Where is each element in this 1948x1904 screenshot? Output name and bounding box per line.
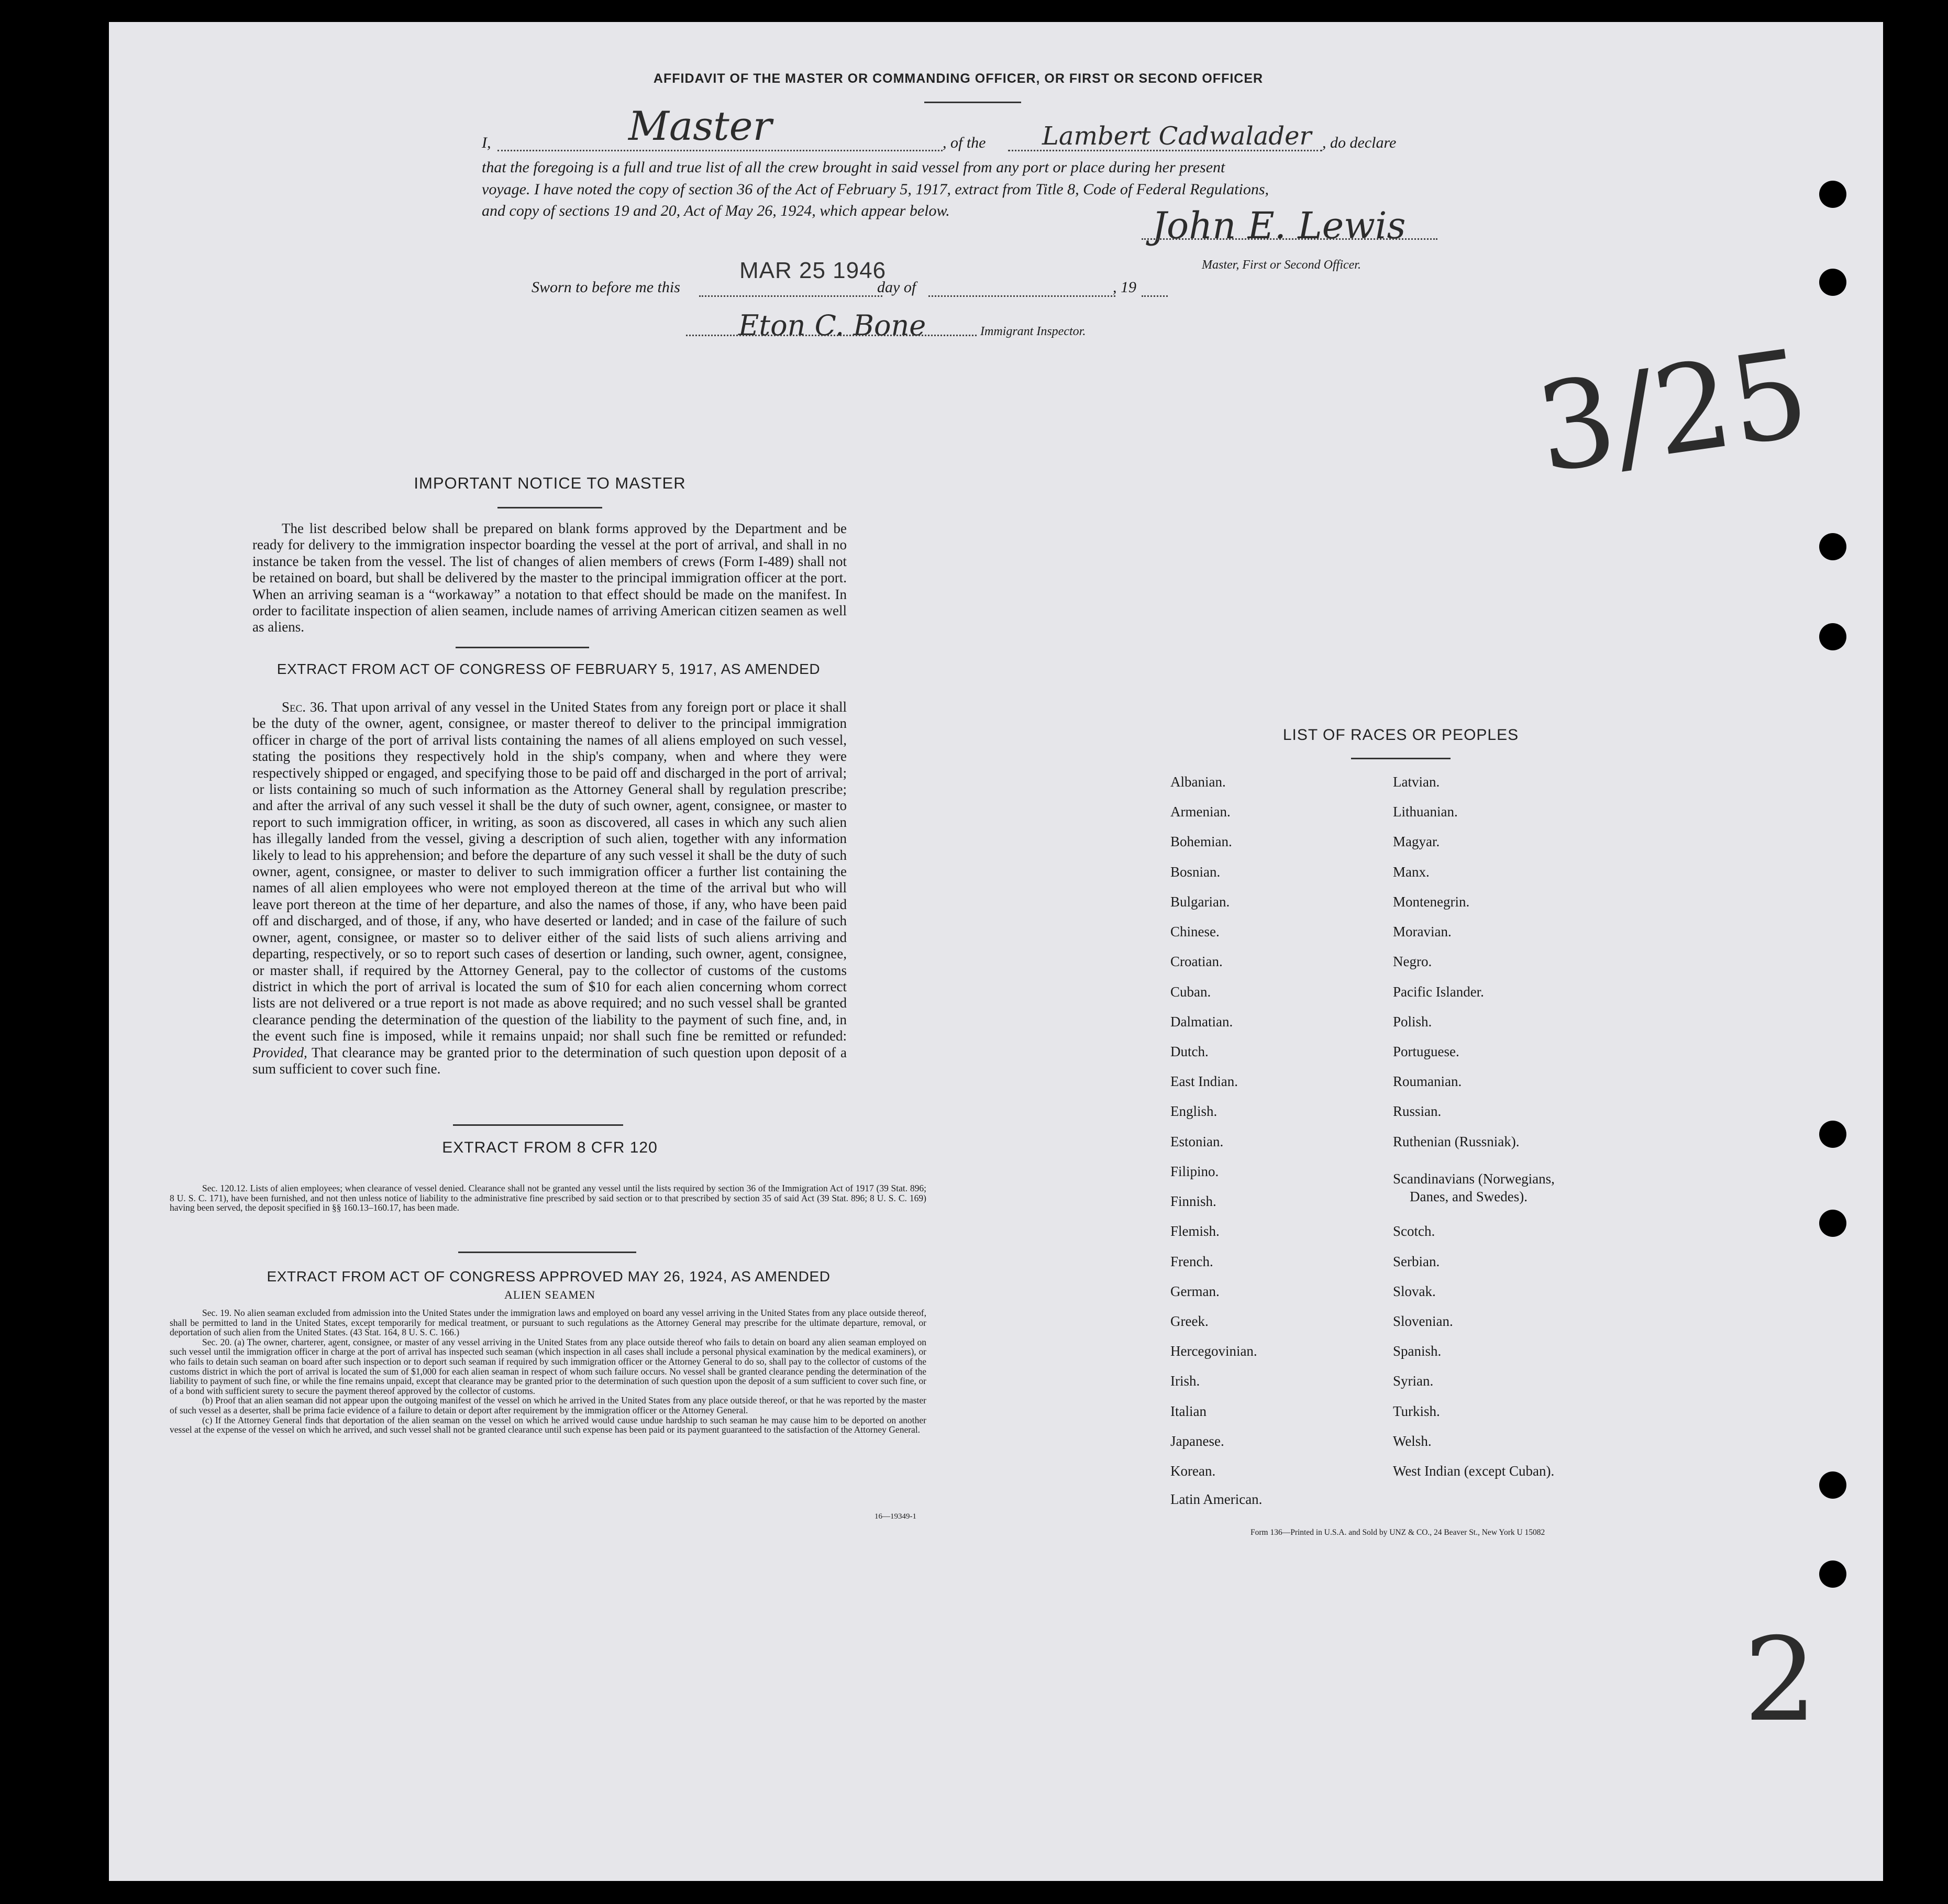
section-20b-text: (b) Proof that an alien seaman did not appear upon the outgoing manifest of the vessel on which he arrived in the United States from any place outside thereof, or that he was reported by the master of such vessel as a deserter, shall be prima facie evidence of a failure to detain or deport after requirement by the immigration officer or the Attorney General. — [170, 1395, 926, 1415]
race-item: Russian. — [1393, 1103, 1442, 1119]
i-label: I, — [482, 134, 491, 151]
signature-line — [1142, 238, 1437, 240]
inspector-signature: Eton C. Bone — [738, 309, 926, 342]
sworn-month-field — [928, 272, 1115, 297]
race-item: Bulgarian. — [1170, 894, 1230, 910]
notice-text-content: The list described below shall be prepared on blank forms approved by the Department and be ready for delivery to the immigration inspector boarding the vessel at the port of arrival, and shall in no instance be taken from the vessel. The list of changes of alien members of crews (Form I-489) shall not be retained on board, but shall be delivered by the master to the principal immigration officer at the port. When an arriving seaman is a “workaway” a notation to that effect should be made on the manifest. In order to facilitate inspection of alien seamen, include names of arriving American citizen seamen as well as aliens. — [252, 521, 847, 635]
punch-hole — [1819, 1210, 1846, 1237]
race-item: Portuguese. — [1393, 1044, 1459, 1059]
race-item: Negro. — [1393, 954, 1432, 969]
race-item: Manx. — [1393, 864, 1430, 880]
punch-hole — [1819, 623, 1846, 650]
race-item: Japanese. — [1170, 1433, 1224, 1449]
divider — [1351, 758, 1451, 759]
race-item: Montenegrin. — [1393, 894, 1470, 910]
divider — [453, 1124, 623, 1126]
race-item: Hercegovinian. — [1170, 1343, 1257, 1359]
inspector-line — [686, 316, 977, 336]
race-item: East Indian. — [1170, 1073, 1238, 1089]
day-of-label: day of — [877, 279, 916, 296]
form-footer: Form 136—Printed in U.S.A. and Sold by UNZ & CO., 24 Beaver St., New York U 15082 — [1250, 1528, 1545, 1537]
races-title: LIST OF RACES OR PEOPLES — [1282, 726, 1519, 744]
race-item: Roumanian. — [1393, 1073, 1462, 1089]
punch-hole — [1819, 1121, 1846, 1148]
form-code: 16—19349-1 — [875, 1512, 916, 1521]
race-item: Scotch. — [1393, 1223, 1435, 1239]
race-item: Syrian. — [1393, 1373, 1434, 1389]
divider — [458, 1252, 636, 1253]
race-item: Latvian. — [1393, 774, 1440, 790]
punch-hole — [1819, 181, 1846, 208]
race-item: Turkish. — [1393, 1403, 1440, 1419]
signature-caption: Master, First or Second Officer. — [1202, 258, 1361, 272]
section-36-text-end: That clearance may be granted prior to the determination of such question upon deposit of a sum sufficient to cover such fine. — [252, 1044, 847, 1077]
race-item: Ruthenian (Russniak). — [1393, 1134, 1520, 1149]
race-item: Latin American. — [1170, 1491, 1263, 1507]
extract-1924-title: EXTRACT FROM ACT OF CONGRESS APPROVED MAY 26, 1924, AS AMENDED — [267, 1268, 831, 1285]
inspector-caption: Immigrant Inspector. — [980, 325, 1086, 338]
race-item: Korean. — [1170, 1463, 1216, 1479]
section-19-text: Sec. 19. No alien seaman excluded from admission into the United States under the immigration laws and employed on board any vessel arriving in the United States from any place outside thereof, shall be permitted to land in the United States, except temporarily for medical treatment, or pursuant to such regulations as the Attorney General may prescribe for the ultimate departure, removal, or deportation of such alien from the United States. (43 Stat. 164, 8 U. S. C. 166.) — [170, 1308, 926, 1338]
race-item: Slovak. — [1393, 1283, 1436, 1299]
sworn-label: Sworn to before me this — [532, 279, 680, 296]
race-item: Pacific Islander. — [1393, 984, 1484, 1000]
race-item: Greek. — [1170, 1313, 1209, 1329]
section-20a-text: Sec. 20. (a) The owner, charterer, agent, consignee, or master of any vessel arriving in the United States from any place outside thereof who fails to detain on board any alien seaman employed on such vessel until the immigration officer in charge at the port of arrival has inspected such seaman (which inspection in all cases shall include a personal physical examination by the medical examiners), or who fails to detain such seaman on board after such inspection or to deport such seaman if required by such immigration officer or the Attorney General to do so, shall pay to the collector of customs of the customs district in which the port of arrival is located the sum of $1,000 for each alien seaman in respect of whom such failure occurs. No vessel shall be granted clearance pending the determination of the liability to payment of such fine, or while the fine remains unpaid, except that clearance may be granted prior to the determination of such question upon the deposit of a sum sufficient to cover such fine, or of a bond with sufficient surety to secure the payment thereof approved by the collector of customs. — [170, 1336, 926, 1396]
race-item: Dalmatian. — [1170, 1014, 1233, 1030]
divider — [924, 102, 1021, 103]
race-item: Croatian. — [1170, 954, 1223, 969]
do-declare-label: , do declare — [1322, 134, 1397, 151]
section-36-text: That upon arrival of any vessel in the United States from any foreign port or place it shall be the duty of the owner, agent, consignee, or master thereof to deliver to the principal immigration officer in charge of the port of arrival lists containing the names of all aliens employed on such vessel, stating the positions they respectively hold in the ship's company, when and where they were respectively shipped or engaged, and specifying those to be paid off and discharged in the port of arrival; or lists containing so much of such information as the Attorney General shall by regulation prescribe; and after the arrival of any such vessel it shall be the duty of such owner, agent, consignee, or master to report to such immigration officer, in writing, as soon as discovered, all cases in which any such alien has illegally landed from the vessel, giving a description of such alien, together with any information likely to lead to his apprehension; and before the departure of any such vessel it shall be the duty of such owner, agent, consignee, or master to deliver to such immigration officer a further list containing the names of all alien employees who were not employed thereon at the time of the arrival but who will leave port thereon at the time of her departure, and also the names of those, if any, who have been paid off and discharged, and of those, if any, who have deserted or landed; and in case of the failure of such owner, agent, consignee, or master so to deliver either of the said lists of such aliens arriving and departing, respectively, or so to report such cases of desertion or landing, such owner, agent, consignee, or master shall, if required by the Attorney General, pay to the collector of customs of the customs district in which the port of arrival is located the sum of $10 for each alien concerning whom correct lists are not delivered or a true report is not made as above required; and no such vessel shall be granted clearance pending the determination of the question of the liability to the payment of such fine, and, in the event such fine is imposed, while it remains unpaid; nor shall such fine be remitted or refunded: — [252, 699, 847, 1044]
race-item: Lithuanian. — [1393, 804, 1458, 820]
year-label: , 19 — [1113, 279, 1136, 296]
notice-text — [252, 521, 847, 636]
divider — [497, 507, 602, 508]
affidavit-title: AFFIDAVIT OF THE MASTER OR COMMANDING OFFICER, OR FIRST OR SECOND OFFICER — [653, 71, 1264, 86]
race-item: Filipino. — [1170, 1164, 1219, 1179]
race-item: Spanish. — [1393, 1343, 1442, 1359]
extract-cfr-title: EXTRACT FROM 8 CFR 120 — [442, 1139, 658, 1156]
race-item: Bohemian. — [1170, 834, 1232, 849]
race-item: Bosnian. — [1170, 864, 1221, 880]
race-item: Serbian. — [1393, 1254, 1440, 1269]
race-item: Scandinavians (Norwegians, — [1393, 1171, 1555, 1187]
race-item: Moravian. — [1393, 924, 1452, 939]
race-item: Albanian. — [1170, 774, 1226, 790]
race-item: Magyar. — [1393, 834, 1440, 849]
race-item: Italian — [1170, 1403, 1207, 1419]
extract-1924-text — [170, 1308, 926, 1435]
extract-1917-text — [252, 699, 847, 1077]
race-item: Flemish. — [1170, 1223, 1220, 1239]
race-item: Armenian. — [1170, 804, 1231, 820]
race-item: Finnish. — [1170, 1193, 1216, 1209]
punch-hole — [1819, 1560, 1846, 1588]
master-signature: John E. Lewis — [1152, 204, 1406, 247]
declaration-line-3: and copy of sections 19 and 20, Act of May 26, 1924, which appear below. — [482, 202, 950, 219]
race-item: German. — [1170, 1283, 1220, 1299]
race-item: Slovenian. — [1393, 1313, 1453, 1329]
divider — [456, 647, 589, 648]
vessel-name-handwritten: Lambert Cadwalader — [1042, 121, 1312, 151]
handwritten-date-note: 3/25 — [1529, 324, 1817, 500]
notice-title: IMPORTANT NOTICE TO MASTER — [414, 474, 686, 492]
race-item: Irish. — [1170, 1373, 1200, 1389]
race-item: Welsh. — [1393, 1433, 1432, 1449]
declaration-line-2: voyage. I have noted the copy of section 36 of the Act of February 5, 1917, extract from Title 8, Code of Federal Regulations, — [482, 181, 1269, 198]
date-stamp: MAR 25 1946 — [739, 258, 887, 283]
cfr-text-content: Sec. 120.12. Lists of alien employees; when clearance of vessel denied. Clearance shall not be granted any vessel until the lists required by section 36 of the Immigration Act of 1917 (39 Stat. 896; 8 U. S. C. 171), have been furnished, and not then unless notice of liability to the administrative fine prescribed by said section or to that prescribed by section 35 of said Act (39 Stat. 896; 8 U. S. C. 169) having been served, the deposit specified in §§ 160.13–160.17, has been made. — [170, 1183, 926, 1213]
of-the-label: , of the — [943, 134, 986, 151]
declaration-line-1: that the foregoing is a full and true list of all the crew brought in said vessel from any port or place during her present — [482, 159, 1225, 176]
master-name-handwritten: Master — [628, 103, 772, 149]
race-item: English. — [1170, 1103, 1218, 1119]
race-item: Dutch. — [1170, 1044, 1209, 1059]
punch-hole — [1819, 1471, 1846, 1499]
race-item: Estonian. — [1170, 1134, 1224, 1149]
race-item: Danes, and Swedes). — [1410, 1189, 1528, 1204]
sworn-year-field — [1142, 272, 1168, 297]
extract-1917-title: EXTRACT FROM ACT OF CONGRESS OF FEBRUARY 5, 1917, AS AMENDED — [276, 661, 821, 677]
extract-cfr-text — [170, 1183, 926, 1213]
race-item: Polish. — [1393, 1014, 1432, 1030]
section-36-label: Sec. 36. — [282, 699, 328, 715]
punch-hole — [1819, 269, 1846, 296]
race-item: French. — [1170, 1254, 1213, 1269]
provided-label: Provided, — [252, 1044, 307, 1060]
punch-hole — [1819, 533, 1846, 560]
handwritten-page-number: 2 — [1744, 1613, 1817, 1747]
race-item: Cuban. — [1170, 984, 1211, 1000]
race-item: West Indian (except Cuban). — [1393, 1463, 1555, 1479]
extract-1924-subtitle: ALIEN SEAMEN — [504, 1288, 595, 1301]
race-item: Chinese. — [1170, 924, 1220, 939]
section-20c-text: (c) If the Attorney General finds that deportation of the alien seaman on the vessel on which he arrived would cause undue hardship to such seaman he may cause him to be deported on another vessel at the expense of the vessel on which he arrived, and such vessel shall not be granted clearance until such expense has been paid or its payment guaranteed to the satisfaction of the Attorney General. — [170, 1414, 926, 1435]
